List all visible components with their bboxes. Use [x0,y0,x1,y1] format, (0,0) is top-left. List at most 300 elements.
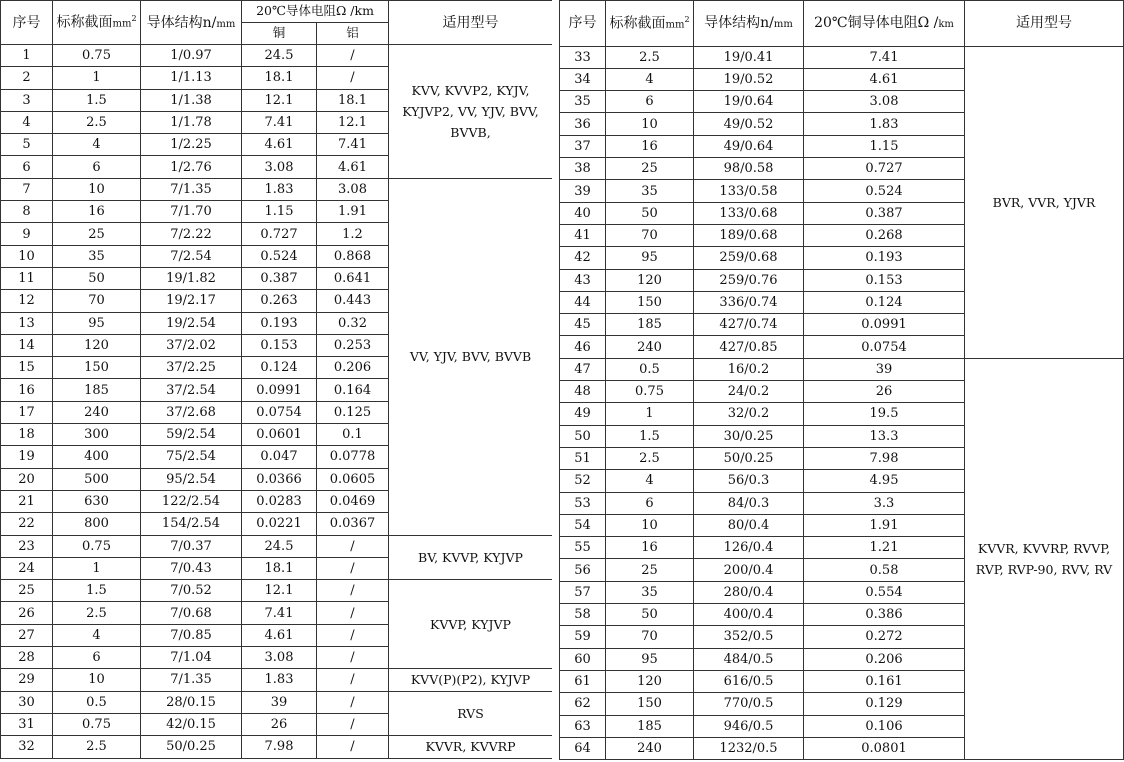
section-cell: 25 [53,223,141,245]
aluminum-resistance-cell: / [317,624,389,646]
row-number-cell: 28 [1,647,53,669]
row-number-cell: 33 [560,46,606,68]
structure-cell: 7/1.04 [141,647,242,669]
aluminum-resistance-cell: 0.253 [317,334,389,356]
table-row [560,358,1124,380]
copper-resistance-cell: 19.5 [804,403,965,425]
row-number-cell: 8 [1,201,53,223]
section-cell: 50 [606,604,694,626]
copper-resistance-cell: 1.83 [242,178,317,200]
section-cell: 185 [53,379,141,401]
header-structure-unit: mm [216,18,236,30]
row-number-cell: 58 [560,604,606,626]
structure-cell: 126/0.4 [694,537,804,559]
copper-resistance-cell: 0.0991 [242,379,317,401]
row-number-cell: 5 [1,134,53,156]
row-number-cell: 3 [1,89,53,111]
copper-resistance-cell: 13.3 [804,425,965,447]
row-number-cell: 59 [560,626,606,648]
header-copper: 铜 [242,23,317,45]
copper-resistance-cell: 4.61 [242,134,317,156]
copper-resistance-cell: 4.95 [804,470,965,492]
structure-cell: 49/0.52 [694,113,804,135]
row-number-cell: 31 [1,713,53,735]
structure-cell: 37/2.54 [141,379,242,401]
header-resistance: 20℃导体电阻Ω /km [242,1,389,23]
section-cell: 6 [53,156,141,178]
copper-resistance-cell: 0.727 [804,158,965,180]
row-number-cell: 62 [560,693,606,715]
row-number-cell: 53 [560,492,606,514]
row-number-cell: 21 [1,490,53,512]
row-number-cell: 43 [560,269,606,291]
section-cell: 120 [53,334,141,356]
section-cell: 185 [606,314,694,336]
section-cell: 70 [606,224,694,246]
applicable-models-cell: BV, KVVP, KYJVP [389,535,553,580]
structure-cell: 484/0.5 [694,648,804,670]
structure-cell: 37/2.25 [141,357,242,379]
structure-cell: 7/1.35 [141,669,242,691]
structure-cell: 19/0.64 [694,91,804,113]
structure-cell: 7/0.85 [141,624,242,646]
structure-cell: 19/2.17 [141,290,242,312]
copper-resistance-cell: 3.08 [242,647,317,669]
aluminum-resistance-cell: 0.0469 [317,490,389,512]
applicable-models-cell: KVV, KVVP2, KYJV, KYJVP2, VV, YJV, BVV, BVVB, [389,45,553,179]
row-number-cell: 10 [1,245,53,267]
structure-cell: 19/2.54 [141,312,242,334]
row-number-cell: 27 [1,624,53,646]
row-number-cell: 38 [560,158,606,180]
copper-resistance-cell: 39 [242,691,317,713]
structure-cell: 1232/0.5 [694,737,804,759]
copper-resistance-cell: 18.1 [242,557,317,579]
copper-resistance-cell: 18.1 [242,67,317,89]
copper-resistance-cell: 0.524 [242,245,317,267]
section-cell: 0.75 [53,535,141,557]
copper-resistance-cell: 12.1 [242,580,317,602]
aluminum-resistance-cell: / [317,580,389,602]
copper-resistance-cell: 26 [242,713,317,735]
structure-cell: 1/1.13 [141,67,242,89]
copper-resistance-cell: 0.193 [242,312,317,334]
row-number-cell: 42 [560,247,606,269]
section-cell: 2.5 [53,111,141,133]
row-number-cell: 7 [1,178,53,200]
structure-cell: 19/1.82 [141,267,242,289]
section-cell: 0.5 [53,691,141,713]
copper-resistance-cell: 1.15 [804,135,965,157]
header-section-unit: mm [112,18,132,30]
copper-resistance-cell: 0.387 [242,267,317,289]
row-number-cell: 29 [1,669,53,691]
structure-cell: 7/1.70 [141,201,242,223]
structure-cell: 189/0.68 [694,224,804,246]
row-number-cell: 47 [560,358,606,380]
row-number-cell: 61 [560,670,606,692]
section-cell: 16 [53,201,141,223]
structure-cell: 19/0.52 [694,68,804,90]
section-cell: 70 [53,290,141,312]
copper-resistance-cell: 7.98 [804,447,965,469]
copper-resistance-cell: 0.268 [804,224,965,246]
structure-cell: 770/0.5 [694,693,804,715]
aluminum-resistance-cell: / [317,67,389,89]
section-cell: 95 [606,247,694,269]
section-cell: 0.75 [53,713,141,735]
structure-cell: 84/0.3 [694,492,804,514]
row-number-cell: 11 [1,267,53,289]
section-cell: 35 [606,581,694,603]
structure-cell: 50/0.25 [694,447,804,469]
section-cell: 300 [53,424,141,446]
structure-cell: 1/1.38 [141,89,242,111]
section-cell: 185 [606,715,694,737]
copper-resistance-cell: 1.15 [242,201,317,223]
row-number-cell: 12 [1,290,53,312]
section-cell: 25 [606,158,694,180]
copper-resistance-cell: 4.61 [242,624,317,646]
section-cell: 95 [53,312,141,334]
section-cell: 120 [606,670,694,692]
structure-cell: 259/0.68 [694,247,804,269]
header-section-text: 标称截面 [56,14,113,31]
section-cell: 1.5 [606,425,694,447]
row-number-cell: 36 [560,113,606,135]
section-cell: 800 [53,513,141,535]
section-cell: 6 [606,91,694,113]
row-number-cell: 2 [1,67,53,89]
section-cell: 16 [606,537,694,559]
header-no: 序号 [1,1,53,45]
structure-cell: 19/0.41 [694,46,804,68]
copper-resistance-cell: 0.0754 [804,336,965,358]
structure-cell: 7/1.35 [141,178,242,200]
section-cell: 4 [53,134,141,156]
section-cell: 10 [606,514,694,536]
row-number-cell: 44 [560,291,606,313]
structure-cell: 1/2.25 [141,134,242,156]
section-cell: 1.5 [53,89,141,111]
structure-cell: 946/0.5 [694,715,804,737]
aluminum-resistance-cell: / [317,736,389,758]
row-number-cell: 13 [1,312,53,334]
row-number-cell: 64 [560,737,606,759]
copper-resistance-cell: 7.41 [804,46,965,68]
aluminum-resistance-cell: / [317,557,389,579]
applicable-models-cell: KVV(P)(P2), KYJVP [389,669,553,691]
row-number-cell: 25 [1,580,53,602]
section-cell: 0.5 [606,358,694,380]
header-section-text: 标称截面 [609,15,666,32]
aluminum-resistance-cell: 1.2 [317,223,389,245]
aluminum-resistance-cell: 0.443 [317,290,389,312]
row-number-cell: 48 [560,381,606,403]
section-cell: 4 [53,624,141,646]
aluminum-resistance-cell: 7.41 [317,134,389,156]
row-number-cell: 17 [1,401,53,423]
structure-cell: 16/0.2 [694,358,804,380]
copper-resistance-cell: 0.193 [804,247,965,269]
applicable-models-cell: KVVP, KYJVP [389,580,553,669]
section-cell: 10 [53,178,141,200]
section-cell: 2.5 [606,447,694,469]
section-cell: 150 [53,357,141,379]
right-spec-table [559,0,1124,760]
structure-cell: 59/2.54 [141,424,242,446]
copper-resistance-cell: 12.1 [242,89,317,111]
row-number-cell: 23 [1,535,53,557]
row-number-cell: 19 [1,446,53,468]
row-number-cell: 45 [560,314,606,336]
aluminum-resistance-cell: / [317,45,389,67]
copper-resistance-cell: 0.153 [242,334,317,356]
copper-resistance-cell: 3.08 [804,91,965,113]
structure-cell: 259/0.76 [694,269,804,291]
section-cell: 150 [606,291,694,313]
copper-resistance-cell: 0.727 [242,223,317,245]
header-structure-text: 导体结构n/ [146,14,217,31]
header-no: 序号 [560,1,606,47]
section-cell: 70 [606,626,694,648]
structure-cell: 32/0.2 [694,403,804,425]
applicable-models-cell: KVVR, KVVRP, RVVP, RVP, RVP-90, RVV, RV [965,358,1124,759]
aluminum-resistance-cell: / [317,602,389,624]
structure-cell: 7/0.68 [141,602,242,624]
copper-resistance-cell: 0.047 [242,446,317,468]
structure-cell: 24/0.2 [694,381,804,403]
aluminum-resistance-cell: 0.206 [317,357,389,379]
table-row [1,178,553,200]
section-cell: 4 [606,68,694,90]
section-cell: 0.75 [53,45,141,67]
section-cell: 4 [606,470,694,492]
aluminum-resistance-cell: 12.1 [317,111,389,133]
section-cell: 35 [606,180,694,202]
aluminum-resistance-cell: / [317,669,389,691]
structure-cell: 336/0.74 [694,291,804,313]
aluminum-resistance-cell: 0.0778 [317,446,389,468]
aluminum-resistance-cell: 0.0367 [317,513,389,535]
structure-cell: 7/0.52 [141,580,242,602]
aluminum-resistance-cell: 0.164 [317,379,389,401]
section-cell: 2.5 [606,46,694,68]
applicable-models-cell: RVS [389,691,553,736]
applicable-models-cell: VV, YJV, BVV, BVVB [389,178,553,535]
copper-resistance-cell: 0.129 [804,693,965,715]
structure-cell: 133/0.68 [694,202,804,224]
aluminum-resistance-cell: 0.125 [317,401,389,423]
row-number-cell: 63 [560,715,606,737]
copper-resistance-cell: 1.83 [242,669,317,691]
header-section [53,1,141,45]
copper-resistance-cell: 7.41 [242,602,317,624]
structure-cell: 280/0.4 [694,581,804,603]
copper-resistance-cell: 0.0754 [242,401,317,423]
copper-resistance-cell: 3.08 [242,156,317,178]
structure-cell: 133/0.58 [694,180,804,202]
copper-resistance-cell: 0.0366 [242,468,317,490]
row-number-cell: 15 [1,357,53,379]
structure-cell: 95/2.54 [141,468,242,490]
copper-resistance-cell: 24.5 [242,45,317,67]
row-number-cell: 57 [560,581,606,603]
row-number-cell: 39 [560,180,606,202]
applicable-models-cell: KVVR, KVVRP [389,736,553,758]
aluminum-resistance-cell: 0.1 [317,424,389,446]
copper-resistance-cell: 7.41 [242,111,317,133]
structure-cell: 616/0.5 [694,670,804,692]
structure-cell: 42/0.15 [141,713,242,735]
header-resistance-unit: km [938,19,954,31]
copper-resistance-cell: 0.106 [804,715,965,737]
structure-cell: 80/0.4 [694,514,804,536]
structure-cell: 7/0.37 [141,535,242,557]
row-number-cell: 40 [560,202,606,224]
section-cell: 50 [53,267,141,289]
section-cell: 16 [606,135,694,157]
header-structure [694,1,804,47]
copper-resistance-cell: 1.21 [804,537,965,559]
section-cell: 10 [53,669,141,691]
section-cell: 50 [606,202,694,224]
copper-resistance-cell: 0.524 [804,180,965,202]
structure-cell: 154/2.54 [141,513,242,535]
row-number-cell: 24 [1,557,53,579]
section-cell: 500 [53,468,141,490]
copper-resistance-cell: 3.3 [804,492,965,514]
structure-cell: 28/0.15 [141,691,242,713]
section-cell: 1.5 [53,580,141,602]
section-cell: 1 [606,403,694,425]
row-number-cell: 49 [560,403,606,425]
header-section-sup: 2 [131,14,137,24]
copper-resistance-cell: 24.5 [242,535,317,557]
aluminum-resistance-cell: 0.32 [317,312,389,334]
copper-resistance-cell: 0.0283 [242,490,317,512]
copper-resistance-cell: 7.98 [242,736,317,758]
structure-cell: 56/0.3 [694,470,804,492]
header-models: 适用型号 [965,1,1124,47]
row-number-cell: 34 [560,68,606,90]
structure-cell: 122/2.54 [141,490,242,512]
structure-cell: 200/0.4 [694,559,804,581]
copper-resistance-cell: 0.0991 [804,314,965,336]
section-cell: 2.5 [53,602,141,624]
structure-cell: 427/0.74 [694,314,804,336]
row-number-cell: 52 [560,470,606,492]
row-number-cell: 22 [1,513,53,535]
structure-cell: 7/2.22 [141,223,242,245]
row-number-cell: 4 [1,111,53,133]
copper-resistance-cell: 0.272 [804,626,965,648]
structure-cell: 37/2.02 [141,334,242,356]
table-row [1,736,553,758]
table-row [1,691,553,713]
row-number-cell: 20 [1,468,53,490]
table-row [560,46,1124,68]
section-cell: 6 [606,492,694,514]
copper-resistance-cell: 0.206 [804,648,965,670]
copper-resistance-cell: 1.91 [804,514,965,536]
structure-cell: 1/0.97 [141,45,242,67]
section-cell: 35 [53,245,141,267]
header-structure-text: 导体结构n/ [704,15,774,32]
section-cell: 120 [606,269,694,291]
section-cell: 240 [606,336,694,358]
header-resistance-text: 20℃铜导体电阻Ω / [814,15,939,32]
section-cell: 10 [606,113,694,135]
structure-cell: 75/2.54 [141,446,242,468]
copper-resistance-cell: 0.0801 [804,737,965,759]
header-section-sup: 2 [684,14,690,24]
row-number-cell: 14 [1,334,53,356]
header-structure-unit: mm [773,19,793,31]
row-number-cell: 56 [560,559,606,581]
row-number-cell: 9 [1,223,53,245]
section-cell: 240 [53,401,141,423]
table-row [1,535,553,557]
structure-cell: 30/0.25 [694,425,804,447]
table-row [1,580,553,602]
copper-resistance-cell: 0.58 [804,559,965,581]
header-section [606,1,694,47]
copper-resistance-cell: 0.0221 [242,513,317,535]
section-cell: 95 [606,648,694,670]
row-number-cell: 16 [1,379,53,401]
header-section-unit: mm [665,19,685,31]
copper-resistance-cell: 0.124 [242,357,317,379]
structure-cell: 352/0.5 [694,626,804,648]
structure-cell: 37/2.68 [141,401,242,423]
row-number-cell: 1 [1,45,53,67]
aluminum-resistance-cell: 0.868 [317,245,389,267]
aluminum-resistance-cell: 0.641 [317,267,389,289]
row-number-cell: 41 [560,224,606,246]
header-models: 适用型号 [389,1,553,45]
structure-cell: 427/0.85 [694,336,804,358]
row-number-cell: 18 [1,424,53,446]
table-gap [552,0,559,762]
section-cell: 1 [53,557,141,579]
copper-resistance-cell: 26 [804,381,965,403]
row-number-cell: 26 [1,602,53,624]
aluminum-resistance-cell: / [317,713,389,735]
aluminum-resistance-cell: / [317,535,389,557]
header-resistance [804,1,965,47]
table-row [1,45,553,67]
row-number-cell: 54 [560,514,606,536]
structure-cell: 98/0.58 [694,158,804,180]
copper-resistance-cell: 0.0601 [242,424,317,446]
row-number-cell: 30 [1,691,53,713]
row-number-cell: 6 [1,156,53,178]
header-aluminum: 铝 [317,23,389,45]
structure-cell: 49/0.64 [694,135,804,157]
row-number-cell: 60 [560,648,606,670]
copper-resistance-cell: 0.554 [804,581,965,603]
copper-resistance-cell: 1.83 [804,113,965,135]
row-number-cell: 35 [560,91,606,113]
aluminum-resistance-cell: 0.0605 [317,468,389,490]
section-cell: 6 [53,647,141,669]
section-cell: 0.75 [606,381,694,403]
section-cell: 1 [53,67,141,89]
section-cell: 240 [606,737,694,759]
copper-resistance-cell: 0.161 [804,670,965,692]
left-spec-table [0,0,553,759]
